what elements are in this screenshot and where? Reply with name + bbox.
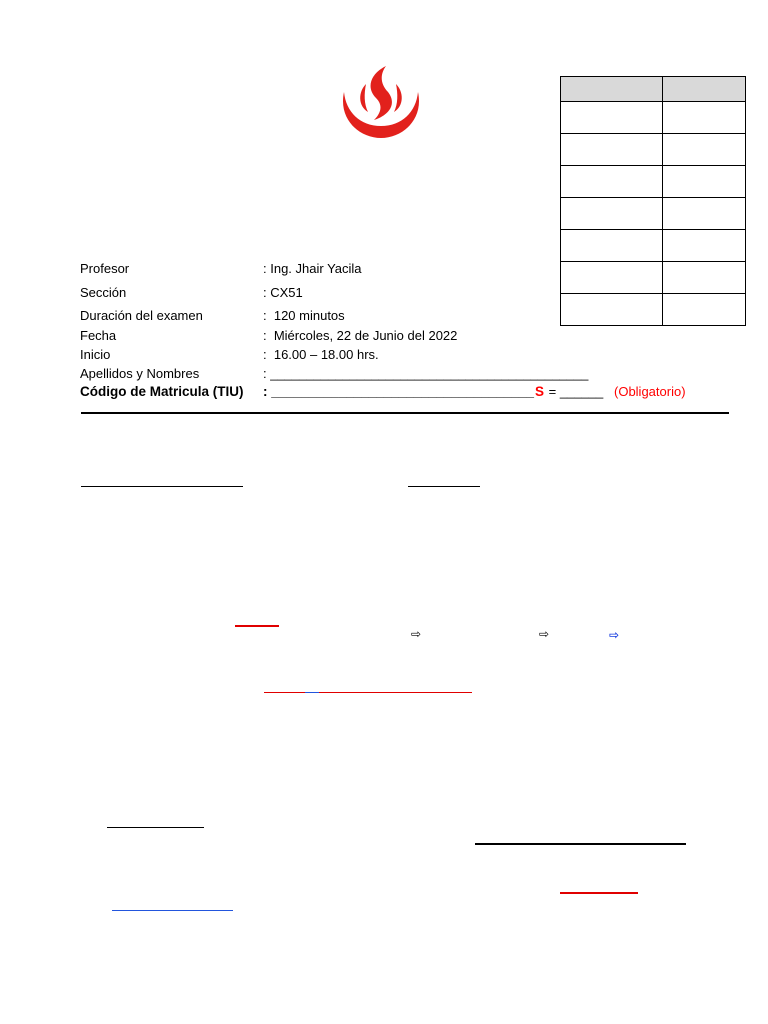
header-separator — [81, 412, 729, 414]
score-cell[interactable] — [663, 230, 746, 262]
seccion-label: Sección — [80, 285, 127, 300]
score-table-row — [561, 294, 746, 326]
score-cell[interactable] — [663, 166, 746, 198]
score-cell[interactable] — [561, 230, 663, 262]
codigo-label: Código de Matricula (TIU) — [80, 384, 244, 399]
score-cell[interactable] — [663, 134, 746, 166]
codigo-field[interactable]: : ___________________________________ — [263, 384, 535, 399]
score-table-row — [561, 230, 746, 262]
university-logo-icon — [336, 62, 426, 142]
score-cell — [561, 77, 663, 102]
fecha-label: Fecha — [80, 328, 117, 343]
red-underline-2 — [264, 692, 472, 693]
blue-underline-link — [112, 910, 233, 911]
arrow-right-icon: ⇨ — [411, 627, 422, 641]
score-cell[interactable] — [663, 102, 746, 134]
underline-1 — [81, 486, 243, 487]
score-cell — [663, 77, 746, 102]
score-cell[interactable] — [663, 198, 746, 230]
score-table-row — [561, 198, 746, 230]
inicio-label: Inicio — [80, 347, 111, 362]
seccion-value: : CX51 — [263, 285, 303, 300]
score-cell[interactable] — [561, 262, 663, 294]
section-s-label: S — [535, 384, 545, 399]
inicio-value: : 16.00 – 18.00 hrs. — [263, 347, 379, 362]
underline-2 — [408, 486, 480, 487]
duracion-label: Duración del examen — [80, 308, 203, 323]
score-cell[interactable] — [561, 166, 663, 198]
profesor-value: : Ing. Jhair Yacila — [263, 261, 362, 276]
score-table-row — [561, 134, 746, 166]
score-cell[interactable] — [561, 134, 663, 166]
underline-4 — [475, 843, 686, 845]
apellidos-field[interactable]: : ____________________________________________ — [263, 366, 589, 381]
score-table-row — [561, 102, 746, 134]
red-underline-3 — [560, 892, 638, 894]
apellidos-label: Apellidos y Nombres — [80, 366, 200, 381]
arrow-right-icon: ⇨ — [609, 628, 620, 642]
score-cell[interactable] — [561, 102, 663, 134]
blue-underline-mark — [305, 692, 319, 693]
score-cell[interactable] — [561, 198, 663, 230]
score-cell[interactable] — [663, 294, 746, 326]
section-s-field[interactable]: = ______ — [545, 384, 604, 399]
duracion-value: : 120 minutos — [263, 308, 345, 323]
score-cell[interactable] — [663, 262, 746, 294]
score-table — [560, 76, 746, 326]
underline-3 — [107, 827, 204, 828]
obligatorio-note: (Obligatorio) — [614, 384, 686, 399]
score-table-row — [561, 166, 746, 198]
score-table-header — [561, 77, 746, 102]
red-underline-1 — [235, 625, 279, 627]
profesor-label: Profesor — [80, 261, 130, 276]
score-cell[interactable] — [561, 294, 663, 326]
fecha-value: : Miércoles, 22 de Junio del 2022 — [263, 328, 458, 343]
score-table-row — [561, 262, 746, 294]
arrow-right-icon: ⇨ — [539, 627, 550, 641]
